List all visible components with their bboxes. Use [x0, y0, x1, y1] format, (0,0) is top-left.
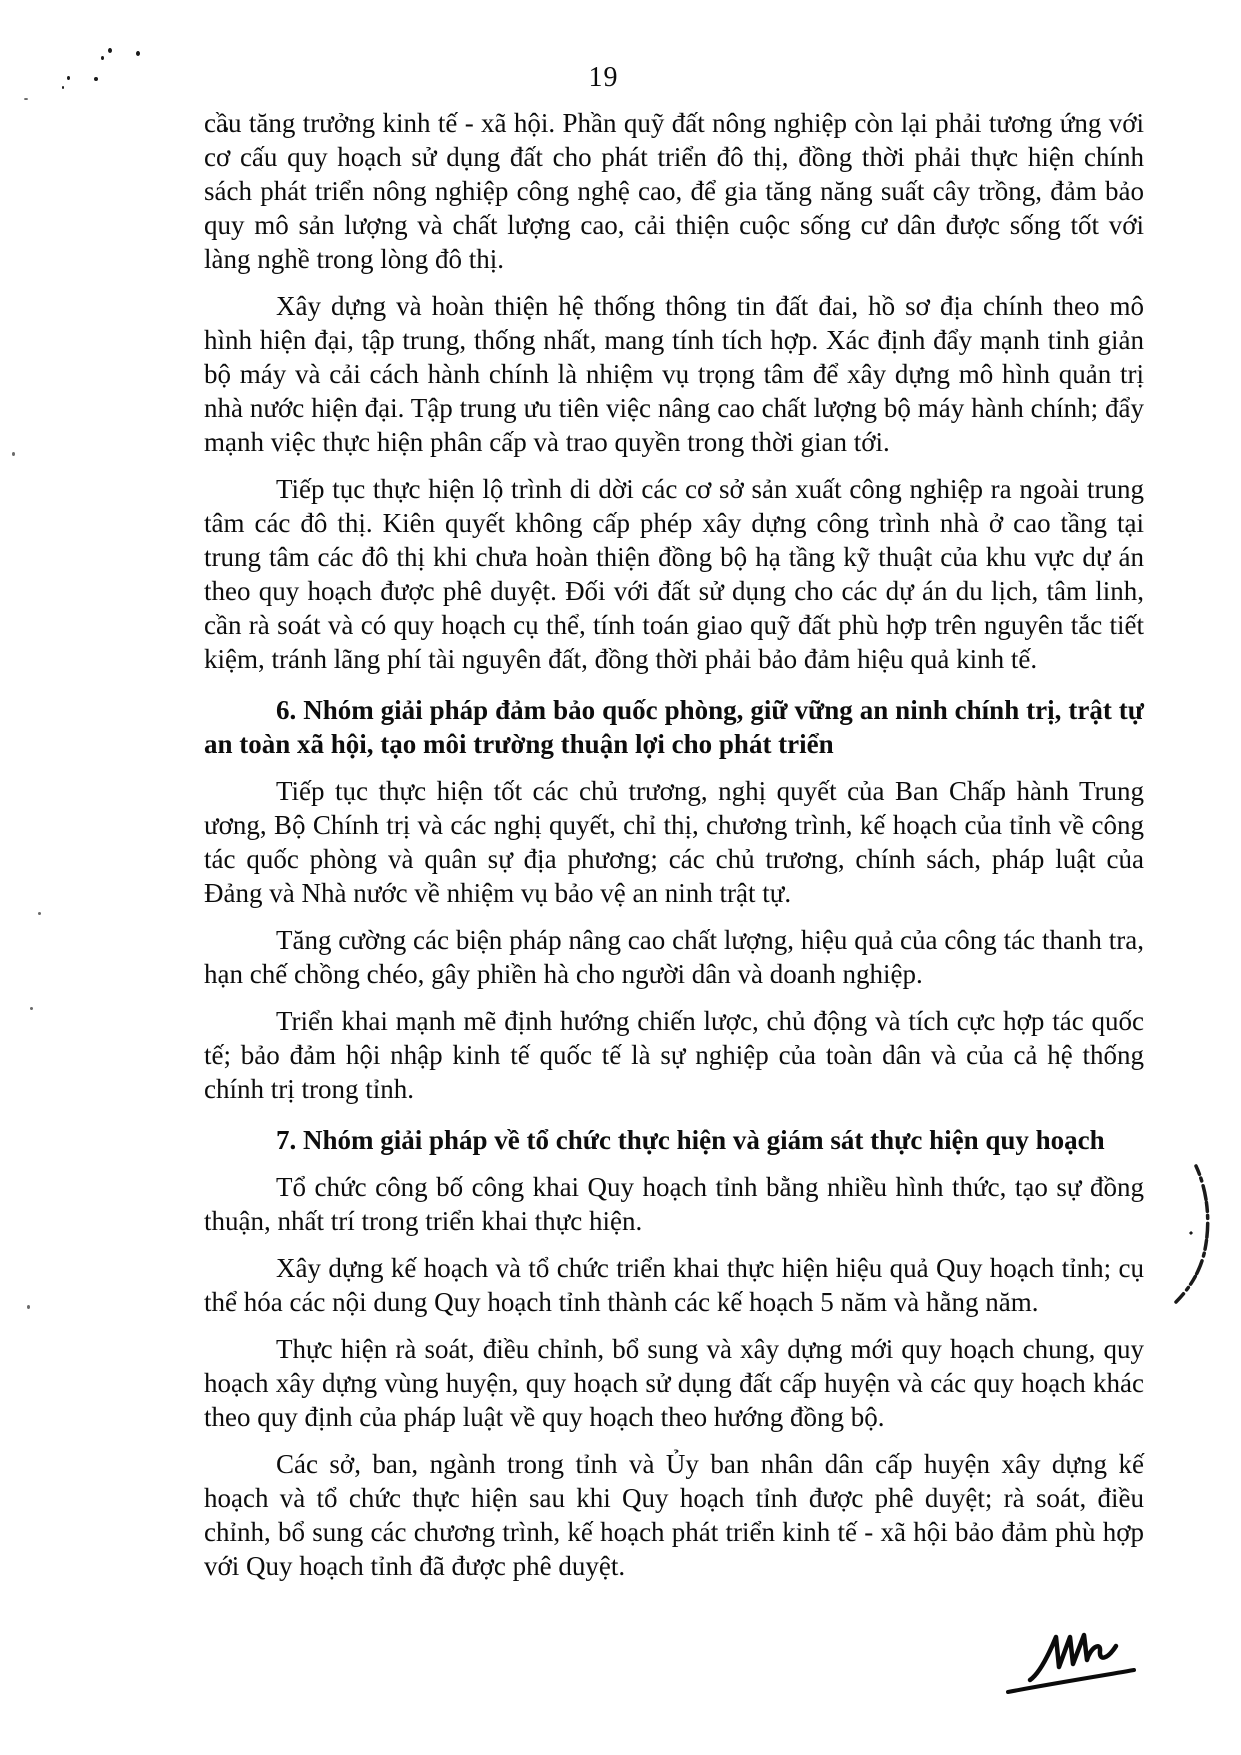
paragraph: Tăng cường các biện pháp nâng cao chất lượng, hiệu quả của công tác thanh tra, hạn chế chồng chéo, gây phiền hà cho người dân và doanh nghiệp. — [204, 925, 1144, 989]
paragraph: Tiếp tục thực hiện lộ trình di dời các cơ sở sản xuất công nghiệp ra ngoài trung tâm các đô thị. Kiên quyết không cấp phép xây dựng công trình nhà ở cao tầng tại trung tâm các đô thị khi chưa hoàn thiện đồng bộ hạ tầng kỹ thuật của khu vực dự án theo quy hoạch được phê duyệt. Đối với đất sử dụng cho các dự án du lịch, tâm linh, cần rà soát và có quy hoạch cụ thể, tính toán giao quỹ đất phù hợp trên nguyên tắc tiết kiệm, tránh lãng phí tài nguyên đất, đồng thời phải bảo đảm hiệu quả kinh tế. — [204, 474, 1144, 674]
paragraph: Xây dựng kế hoạch và tổ chức triển khai thực hiện hiệu quả Quy hoạch tỉnh; cụ thể hóa các nội dung Quy hoạch tỉnh thành các kế hoạch 5 năm và hằng năm. — [204, 1253, 1144, 1317]
section-heading: 7. Nhóm giải pháp về tổ chức thực hiện và giám sát thực hiện quy hoạch — [276, 1125, 1105, 1155]
paragraph: Tiếp tục thực hiện tốt các chủ trương, nghị quyết của Ban Chấp hành Trung ương, Bộ Chính trị và các nghị quyết, chỉ thị, chương trình, kế hoạch của tỉnh về công tác quốc phòng và quân sự địa phương; các chủ trương, chính sách, pháp luật của Đảng và Nhà nước về nhiệm vụ bảo vệ an ninh trật tự. — [204, 776, 1144, 908]
section-heading: 6. Nhóm giải pháp đảm bảo quốc phòng, giữ vững an ninh chính trị, trật tự an toàn xã hội, tạo môi trường thuận lợi cho phát triển — [204, 695, 1144, 759]
paragraph: Triển khai mạnh mẽ định hướng chiến lược, chủ động và tích cực hợp tác quốc tế; bảo đảm hội nhập kinh tế quốc tế là sự nghiệp của toàn dân và của cả hệ thống chính trị trong tỉnh. — [204, 1006, 1144, 1104]
paragraph: cầu tăng trưởng kinh tế - xã hội. Phần quỹ đất nông nghiệp còn lại phải tương ứng với cơ cấu quy hoạch sử dụng đất cho phát triển đô thị, đồng thời phải thực hiện chính sách phát triển nông nghiệp công nghệ cao, để gia tăng năng suất cây trồng, đảm bảo quy mô sản lượng và chất lượng cao, cải thiện cuộc sống cư dân được sống tốt với làng nghề trong lòng đô thị. — [204, 108, 1144, 274]
document-body — [204, 106, 1144, 1583]
paragraph: Xây dựng và hoàn thiện hệ thống thông tin đất đai, hồ sơ địa chính theo mô hình hiện đại, tập trung, thống nhất, mang tính tích hợp. Xác định đẩy mạnh tinh giản bộ máy và cải cách hành chính là nhiệm vụ trọng tâm để xây dựng mô hình quản trị nhà nước hiện đại. Tập trung ưu tiên việc nâng cao chất lượng bộ máy hành chính; đẩy mạnh việc thực hiện phân cấp và trao quyền trong thời gian tới. — [204, 291, 1144, 457]
signature-scribble — [1000, 1626, 1140, 1704]
paragraph: Các sở, ban, ngành trong tỉnh và Ủy ban nhân dân cấp huyện xây dựng kế hoạch và tổ chức thực hiện sau khi Quy hoạch tỉnh được phê duyệt; rà soát, điều chỉnh, bổ sung các chương trình, kế hoạch phát triển kinh tế - xã hội bảo đảm phù hợp với Quy hoạch tỉnh đã được phê duyệt. — [204, 1449, 1144, 1581]
paragraph: Tổ chức công bố công khai Quy hoạch tỉnh bằng nhiều hình thức, tạo sự đồng thuận, nhất trí trong triển khai thực hiện. — [204, 1172, 1144, 1236]
pen-mark — [1170, 1162, 1220, 1307]
page-number: 19 — [588, 62, 619, 93]
paragraph: Thực hiện rà soát, điều chỉnh, bổ sung và xây dựng mới quy hoạch chung, quy hoạch xây dựng vùng huyện, quy hoạch sử dụng đất cấp huyện và các quy hoạch khác theo quy định của pháp luật về quy hoạch theo hướng đồng bộ. — [204, 1334, 1144, 1432]
